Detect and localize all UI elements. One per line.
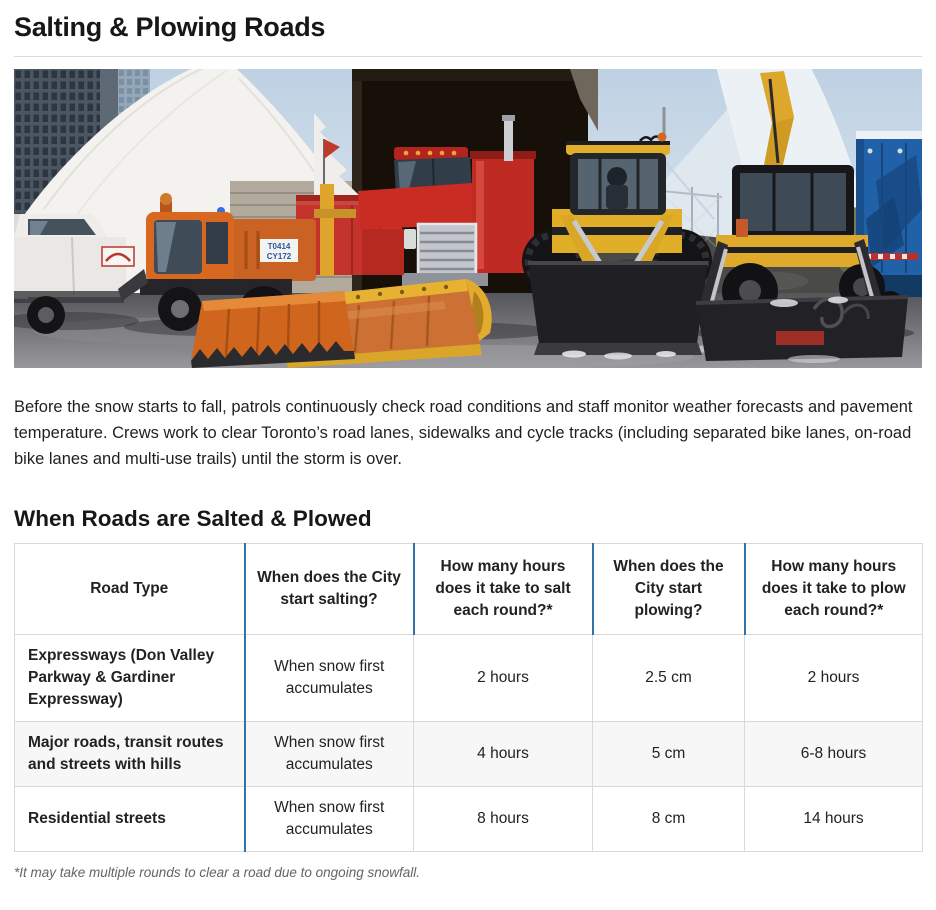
snow-equipment-photo [14,69,922,368]
hero-photo [14,69,922,368]
cell-plow-hours: 6-8 hours [745,722,923,787]
loader-bucket [528,263,708,351]
table-footnote: *It may take multiple rounds to clear a road due to ongoing snowfall. [14,865,420,880]
column-header-start-plowing: When does the City start plowing? [593,544,745,635]
cell-start-plowing: 8 cm [593,787,745,852]
cell-start-salting: When snow first accumulates [245,722,414,787]
cell-start-plowing: 5 cm [593,722,745,787]
svg-text:CY172: CY172 [266,252,292,261]
column-header-plow-hours: How many hours does it take to plow each round?* [745,544,923,635]
page-title: Salting & Plowing Roads [14,12,922,57]
cell-road-type: Residential streets [15,787,245,852]
operator [607,167,627,187]
table-header-row [15,544,923,635]
section-heading: When Roads are Salted & Plowed [14,506,372,531]
table-row-expressways [15,635,923,722]
table-row-residential [15,787,923,852]
column-header-salt-hours: How many hours does it take to salt each round?* [414,544,593,635]
svg-text:T0414: T0414 [267,242,291,251]
column-header-start-salting: When does the City start salting? [245,544,414,635]
column-header-road-type: Road Type [15,544,245,635]
backhoe-bucket [696,297,908,361]
table-row-major-roads [15,722,923,787]
cell-plow-hours: 2 hours [745,635,923,722]
cell-start-salting: When snow first accumulates [245,635,414,722]
cell-road-type: Expressways (Don Valley Parkway & Gardiner Expressway) [15,635,245,722]
cell-salt-hours: 4 hours [414,722,593,787]
cell-salt-hours: 2 hours [414,635,593,722]
door-logo [102,247,134,266]
cell-start-plowing: 2.5 cm [593,635,745,722]
cell-start-salting: When snow first accumulates [245,787,414,852]
tractor-plow-blade [191,291,355,368]
cell-plow-hours: 14 hours [745,787,923,852]
intro-paragraph: Before the snow starts to fall, patrols continuously check road conditions and staff monitor weather forecasts and pavement temperature. Crews work to clear Toronto’s road lanes, sidewalks and cycle tracks (including separated bike lanes, on-road bike lanes and multi-use trails) until the storm is over. [14,398,913,468]
cell-road-type: Major roads, transit routes and streets with hills [15,722,245,787]
cell-salt-hours: 8 hours [414,787,593,852]
salting-plowing-table [14,543,923,852]
